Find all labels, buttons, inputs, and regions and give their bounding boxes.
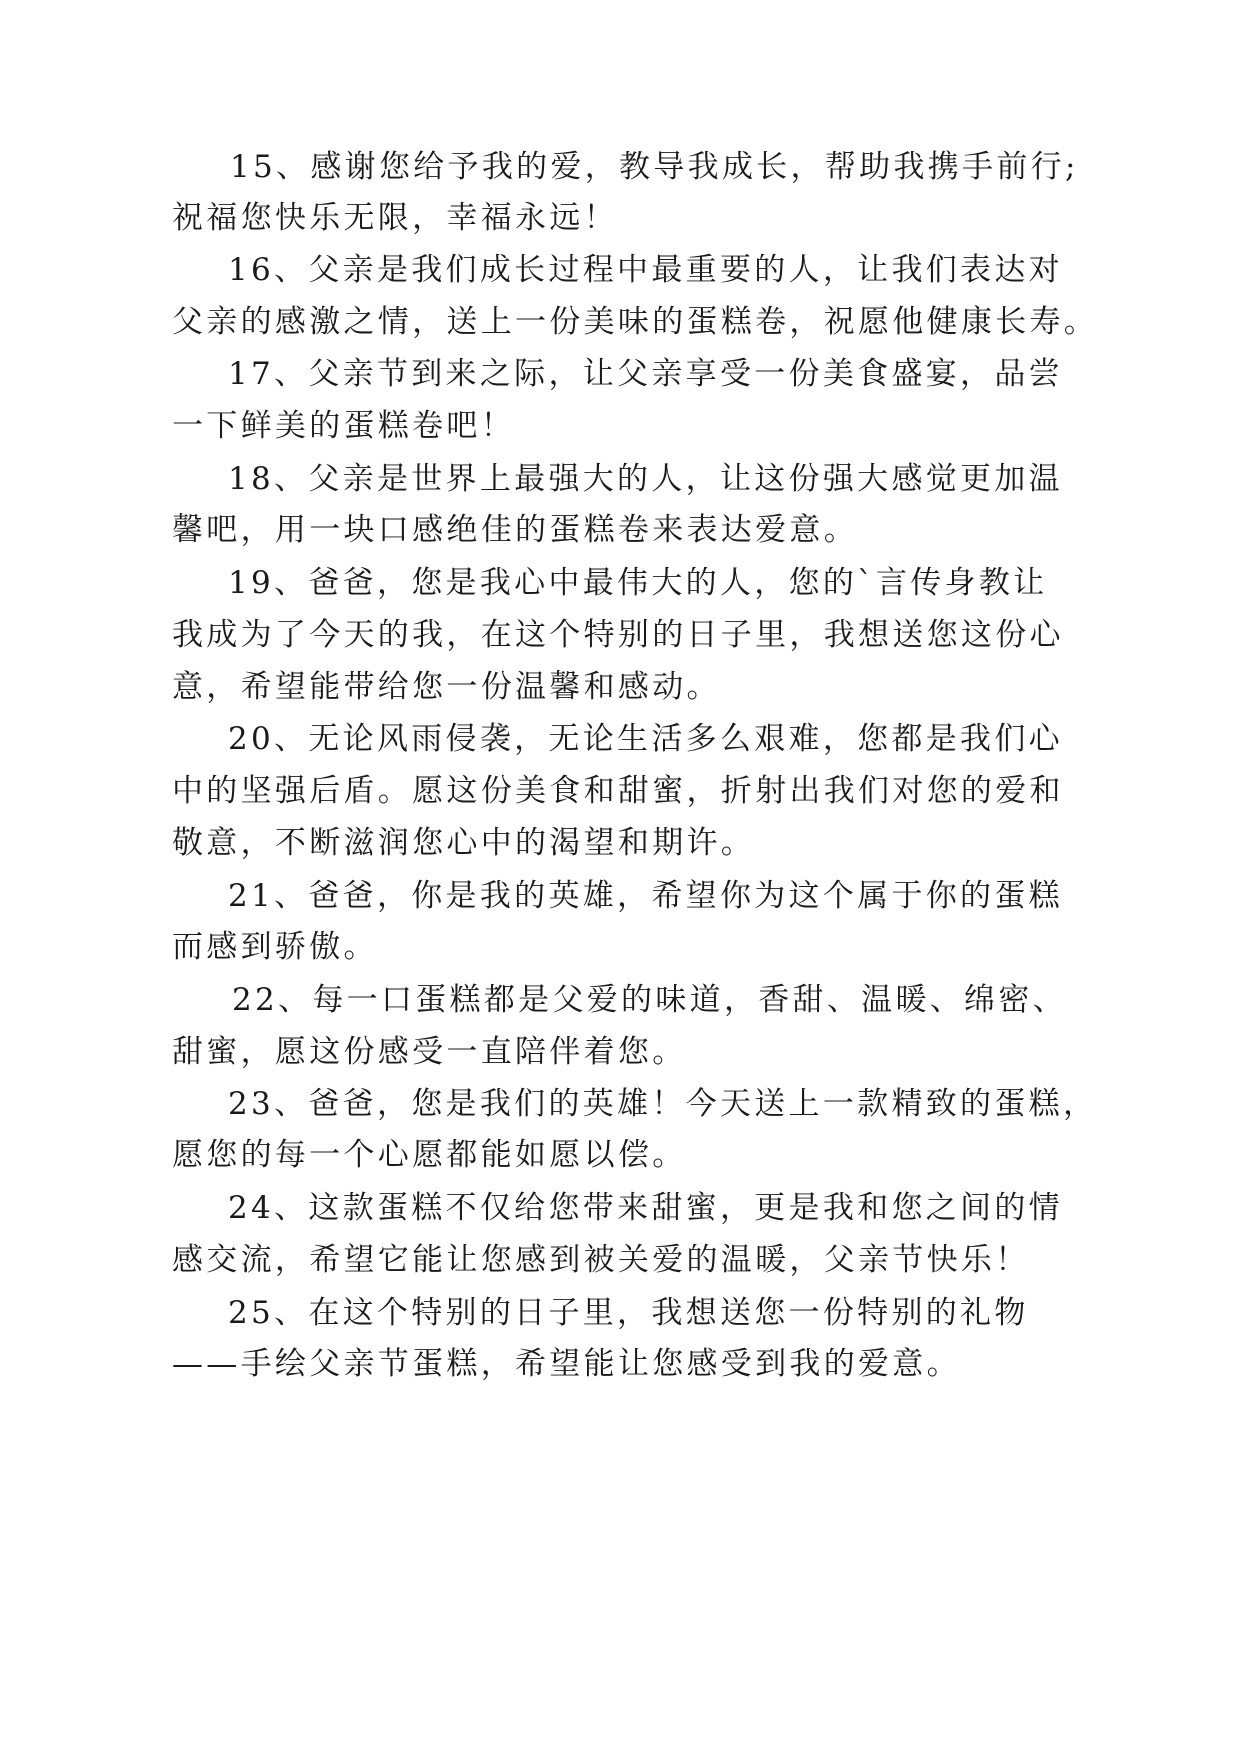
text-line: 25、在这个特别的日子里，我想送您一份特别的礼物 — [228, 1295, 1029, 1331]
text-line: 18、父亲是世界上最强大的人，让这份强大感觉更加温 — [228, 461, 1063, 497]
text-line: 敬意，不断滋润您心中的渴望和期许。 — [172, 825, 756, 861]
text-line: 19、爸爸，您是我心中最伟大的人，您的`言传身教让 — [228, 565, 1048, 601]
text-line: ——手绘父亲节蛋糕，希望能让您感受到我的爱意。 — [172, 1346, 961, 1382]
text-line: 感交流，希望它能让您感到被关爱的温暖，父亲节快乐！ — [172, 1242, 1030, 1278]
text-line: 而感到骄傲。 — [172, 929, 378, 965]
text-line: 祝福您快乐无限，幸福永远！ — [172, 200, 618, 236]
text-line: 我成为了今天的我，在这个特别的日子里，我想送您这份心 — [172, 617, 1064, 653]
text-line: 15、感谢您给予我的爱，教导我成长，帮助我携手前行; — [230, 149, 1079, 185]
text-line: 意，希望能带给您一份温馨和感动。 — [172, 669, 721, 705]
text-line: 17、父亲节到来之际，让父亲享受一份美食盛宴，品尝 — [228, 356, 1063, 392]
text-line: 16、父亲是我们成长过程中最重要的人，让我们表达对 — [228, 252, 1063, 288]
text-line: 23、爸爸，您是我们的英雄！今天送上一款精致的蛋糕， — [228, 1086, 1098, 1122]
text-line: 馨吧，用一块口感绝佳的蛋糕卷来表达爱意。 — [172, 512, 858, 548]
text-line: 22、每一口蛋糕都是父爱的味道，香甜、温暖、绵密、 — [232, 982, 1067, 1018]
text-line: 一下鲜美的蛋糕卷吧！ — [172, 408, 515, 444]
text-line: 中的坚强后盾。愿这份美食和甜蜜，折射出我们对您的爱和 — [172, 773, 1064, 809]
text-line: 愿您的每一个心愿都能如愿以偿。 — [172, 1137, 687, 1173]
text-line: 24、这款蛋糕不仅给您带来甜蜜，更是我和您之间的情 — [228, 1190, 1063, 1226]
text-line: 20、无论风雨侵袭，无论生活多么艰难，您都是我们心 — [228, 721, 1063, 757]
text-line: 甜蜜，愿这份感受一直陪伴着您。 — [172, 1034, 687, 1070]
text-line: 父亲的感激之情，送上一份美味的蛋糕卷，祝愿他健康长寿。 — [172, 304, 1099, 340]
text-line: 21、爸爸，你是我的英雄，希望你为这个属于你的蛋糕 — [228, 878, 1063, 914]
